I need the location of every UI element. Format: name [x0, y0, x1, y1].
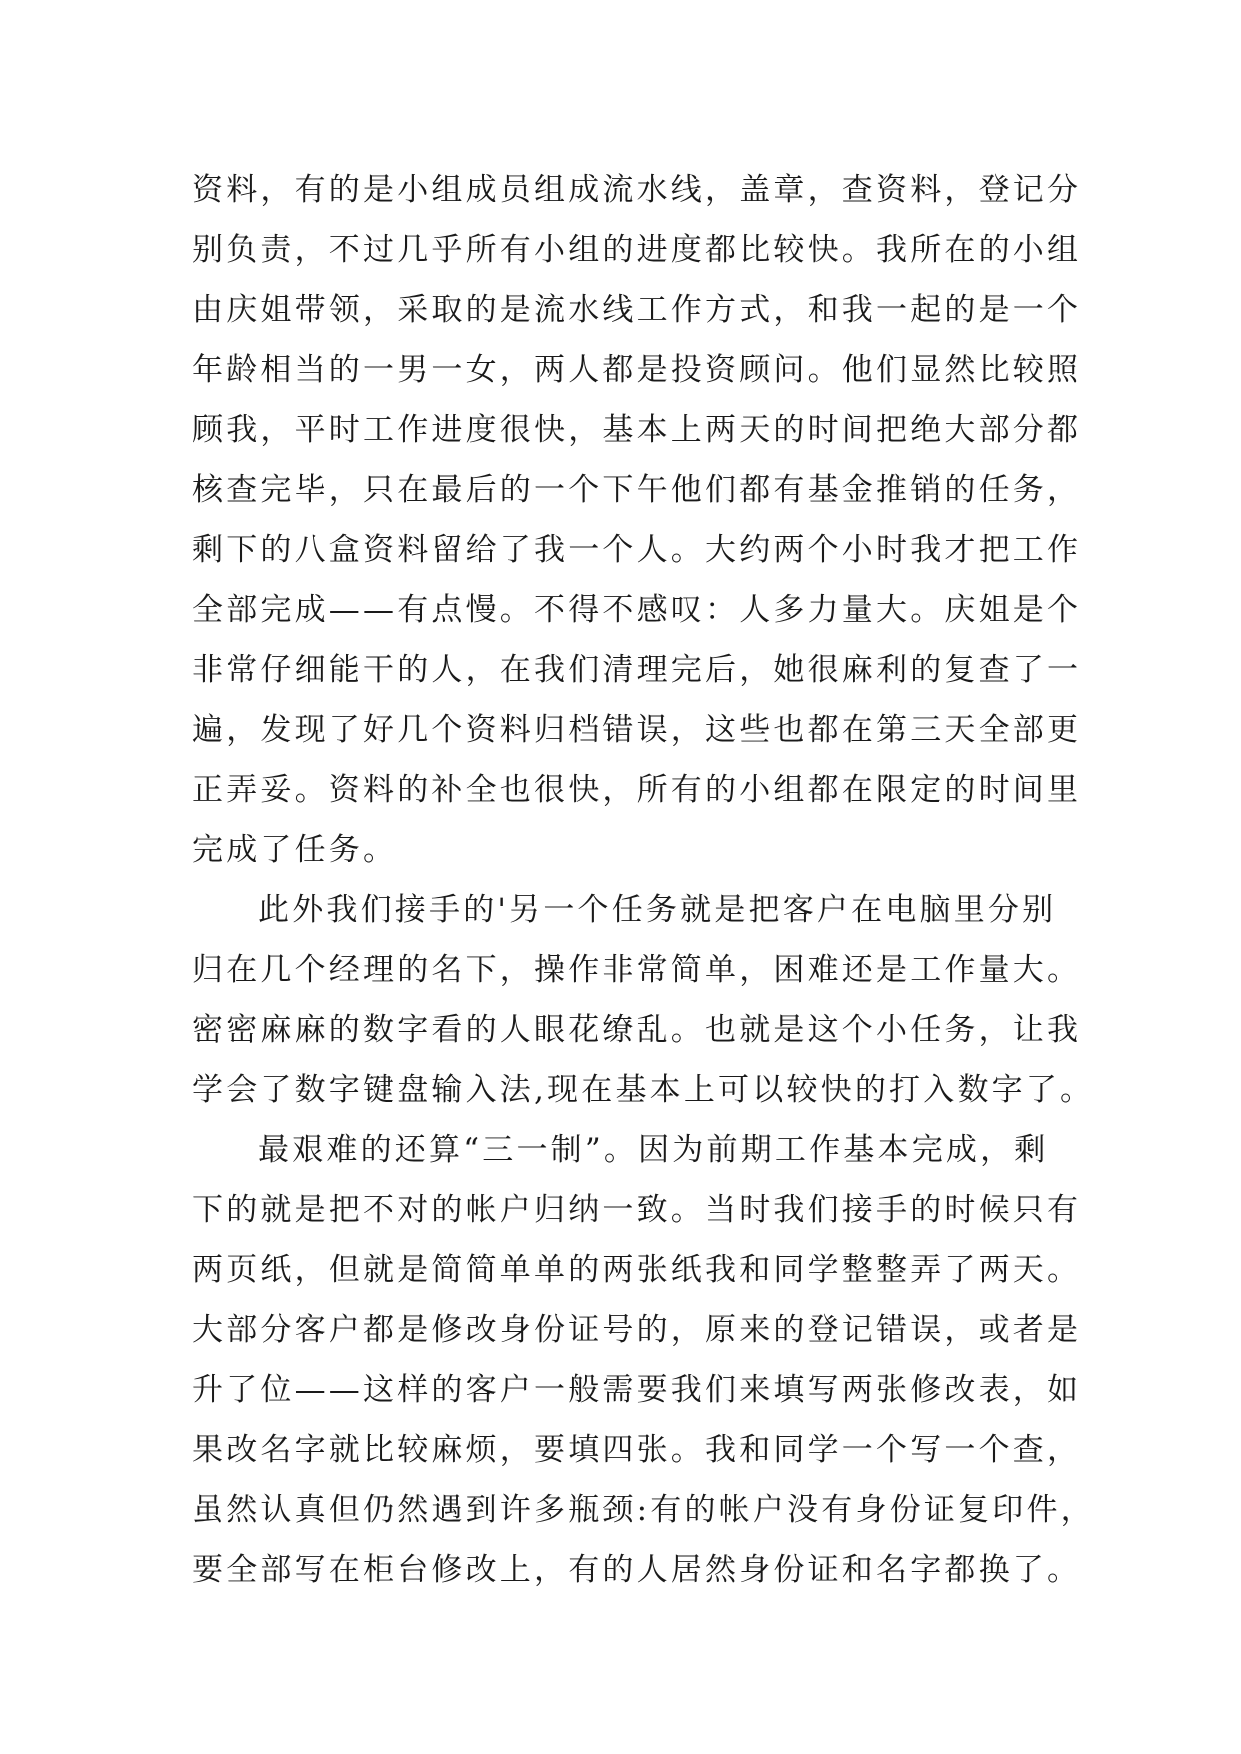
paragraph	[192, 880, 1095, 1120]
text-line: 下的就是把不对的帐户归纳一致。当时我们接手的时候只有	[192, 1192, 1082, 1228]
paragraph	[192, 1120, 1095, 1600]
text-line: 升了位——这样的客户一般需要我们来填写两张修改表，如	[192, 1372, 1082, 1408]
text-line: 密密麻麻的数字看的人眼花缭乱。也就是这个小任务，让我	[192, 1012, 1082, 1048]
text-line: 剩下的八盒资料留给了我一个人。大约两个小时我才把工作	[192, 532, 1082, 568]
text-line: 由庆姐带领，采取的是流水线工作方式，和我一起的是一个	[192, 292, 1082, 328]
document-body	[192, 160, 1095, 1600]
text-line: 别负责，不过几乎所有小组的进度都比较快。我所在的小组	[192, 232, 1082, 268]
text-line: 学会了数字键盘输入法,现在基本上可以较快的打入数字了。	[192, 1072, 1095, 1108]
text-line: 此外我们接手的'另一个任务就是把客户在电脑里分别	[258, 892, 1057, 928]
text-line: 虽然认真但仍然遇到许多瓶颈:有的帐户没有身份证复印件，	[192, 1492, 1095, 1528]
text-line: 要全部写在柜台修改上，有的人居然身份证和名字都换了。	[192, 1552, 1082, 1588]
text-line: 全部完成——有点慢。不得不感叹：人多力量大。庆姐是个	[192, 592, 1082, 628]
text-line: 归在几个经理的名下，操作非常简单，困难还是工作量大。	[192, 952, 1082, 988]
text-line: 最艰难的还算“三一制”。因为前期工作基本完成，剩	[258, 1132, 1049, 1168]
text-line: 年龄相当的一男一女，两人都是投资顾问。他们显然比较照	[192, 352, 1082, 388]
text-line: 正弄妥。资料的补全也很快，所有的小组都在限定的时间里	[192, 772, 1082, 808]
text-line: 大部分客户都是修改身份证号的，原来的登记错误，或者是	[192, 1312, 1082, 1348]
text-line: 果改名字就比较麻烦，要填四张。我和同学一个写一个查，	[192, 1432, 1082, 1468]
text-line: 核查完毕，只在最后的一个下午他们都有基金推销的任务，	[192, 472, 1082, 508]
text-line: 顾我，平时工作进度很快，基本上两天的时间把绝大部分都	[192, 412, 1082, 448]
text-line: 资料，有的是小组成员组成流水线，盖章，查资料，登记分	[192, 172, 1082, 208]
text-line: 遍，发现了好几个资料归档错误，这些也都在第三天全部更	[192, 712, 1082, 748]
paragraph	[192, 160, 1082, 880]
text-line: 非常仔细能干的人，在我们清理完后，她很麻利的复查了一	[192, 652, 1082, 688]
text-line: 两页纸，但就是简简单单的两张纸我和同学整整弄了两天。	[192, 1252, 1082, 1288]
text-line: 完成了任务。	[192, 832, 398, 868]
